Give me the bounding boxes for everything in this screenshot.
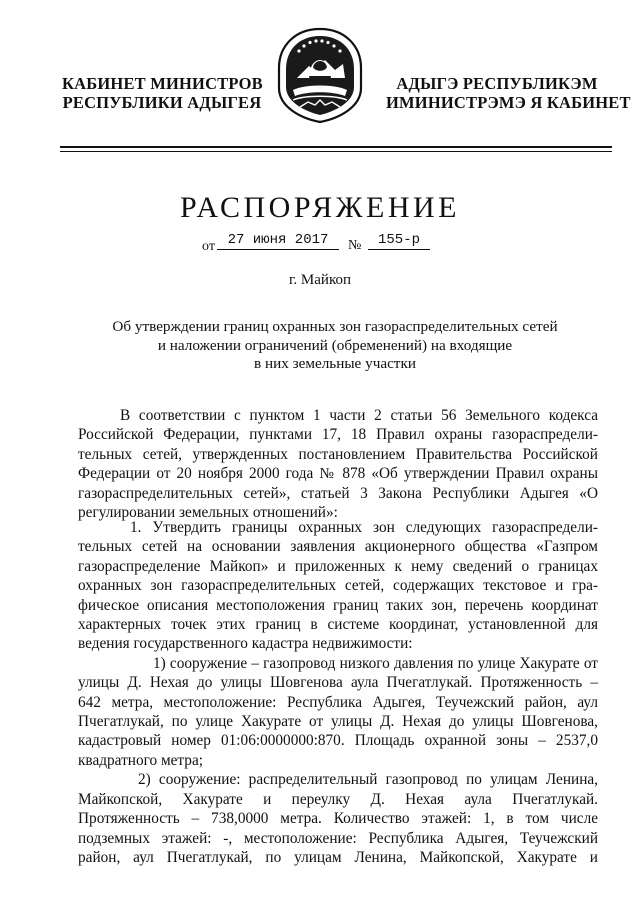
text-line: 642 метра, местоположение: Республика Адыгея, Теучежский район, аул [78, 693, 598, 711]
text-line: подземных этажей: -, местоположение: Республика Адыгея, Теучежский [78, 829, 598, 847]
text-line: кадастровый номер 01:06:0000000:870. Площадь охранной зоны – 2537,0 [78, 732, 598, 750]
republic-emblem-icon [275, 26, 365, 124]
text-line: район, аул Пчегатлукай, по улицам Ленина, Майкопской, Хакурате и [78, 848, 598, 866]
text-line: Пчегатлукай, по улице Хакурате от улицы Д. Нехая до улицы Шовгенова, [78, 713, 598, 731]
date-number-line [0, 232, 640, 256]
issuer-name-russian [62, 74, 262, 112]
text-line: Федерации от 20 ноября 2000 года № 878 «Об утверждении Правил охраны [78, 465, 598, 483]
subject-line: Об утверждении границ охранных зон газораспределительных сетей [112, 318, 558, 335]
document-city: г. Майкоп [288, 272, 352, 288]
subject-line: в них земельные участки [254, 355, 416, 372]
number-prefix: № [348, 238, 362, 253]
header-rule-thick [60, 146, 612, 148]
text-line: фическое описания местоположения границ таких зон, перечень координат [78, 596, 598, 614]
text-line: Майкопской, Хакурате и переулку Д. Нехая аула Пчегатлукай. [78, 790, 598, 808]
text-line: газораспределение Майкоп» и приложенных к нему сведений о границах [78, 557, 598, 575]
issuer-adyghe-line-2: ИМИНИСТРЭМЭ Я КАБИНЕТ [386, 93, 631, 112]
document-number: 155-р [368, 232, 430, 250]
text-line: охранных зон газораспределительных сетей, содержащих текстовое и гра- [78, 577, 598, 595]
header-rule-thin [60, 151, 612, 152]
text-line: тельных сетей на основании заявления акционерного общества «Газпром [78, 538, 598, 556]
text-line: регулировании земельных отношений»: [78, 504, 338, 522]
text-line: ведения государственного кадастра недвижимости: [78, 635, 413, 653]
document-subject [60, 318, 610, 374]
issuer-name-adyghe [386, 74, 631, 112]
text-line: Российской Федерации, пунктами 17, 18 Правил охраны газораспредели- [78, 426, 598, 444]
text-line: улицы Д. Нехая до улицы Шовгенова аула Пчегатлукай. Протяженность – [78, 674, 598, 692]
text-line: характерных точек этих границ в системе координат, установленной для [78, 616, 598, 634]
issuer-line-1: КАБИНЕТ МИНИСТРОВ [62, 74, 263, 93]
text-line: В соответствии с пунктом 1 части 2 статьи 56 Земельного кодекса [120, 407, 598, 424]
text-line: 1. Утвердить границы охранных зон следующих газораспредели- [130, 519, 598, 536]
issuer-line-2: РЕСПУБЛИКИ АДЫГЕЯ [62, 93, 262, 112]
issuer-adyghe-line-1: АДЫГЭ РЕСПУБЛИКЭМ [396, 74, 598, 93]
text-line: 1) сооружение – газопровод низкого давления по улице Хакурате от [153, 654, 598, 672]
text-line: тельных сетей, утвержденных постановлением Правительства Российской [78, 445, 598, 463]
text-line: Протяженность – 738,0000 метра. Количество этажей: 1, в том числе [78, 810, 598, 828]
text-line: газораспределительных сетей», статьей 3 Закона Республики Адыгея «О [78, 484, 598, 502]
document-title: РАСПОРЯЖЕНИЕ [179, 191, 461, 224]
text-line: 2) сооружение: распределительный газопровод по улицам Ленина, [138, 771, 598, 789]
preamble-paragraph [78, 406, 598, 522]
subject-line: и наложении ограничений (обременений) на входящие [157, 336, 513, 354]
item-1-paragraph [78, 518, 598, 867]
text-line: квадратного метра; [78, 751, 203, 769]
document-date: 27 июня 2017 [217, 232, 339, 250]
date-prefix: от [202, 239, 215, 254]
